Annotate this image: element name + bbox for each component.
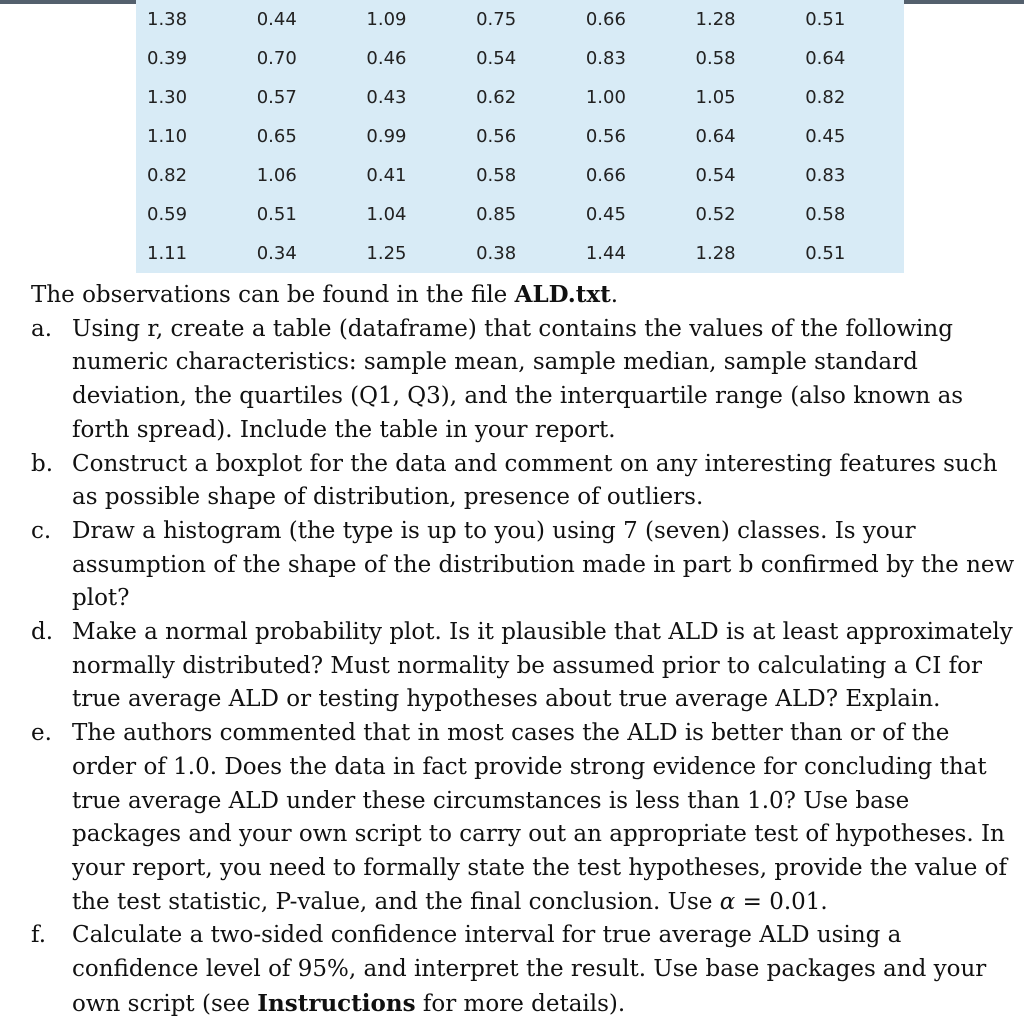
table-cell: 0.43 xyxy=(366,87,407,108)
table-cell: 0.99 xyxy=(366,126,407,147)
table-cell: 0.57 xyxy=(256,87,297,108)
item-marker: c. xyxy=(31,517,52,544)
table-cell: 0.45 xyxy=(585,204,626,225)
table-cell: 0.66 xyxy=(585,9,626,30)
table-cell: 1.09 xyxy=(366,9,407,30)
table-cell: 0.46 xyxy=(366,48,407,69)
item-marker: d. xyxy=(31,619,54,646)
table-cell: 1.38 xyxy=(147,9,188,30)
table-row xyxy=(136,0,904,39)
item-text-end: = 0.01. xyxy=(735,888,828,915)
question-list xyxy=(31,313,1016,1021)
table-cell: 0.58 xyxy=(476,165,517,186)
table-cell: 1.30 xyxy=(147,87,188,108)
intro-text: The observations can be found in the file xyxy=(31,282,515,308)
item-text: Calculate a two-sided confidence interval for true average ALD using a confidence level of 95%, and interpret the result. Use base packages and your own script (see xyxy=(72,922,987,1017)
table-cell: 0.83 xyxy=(805,165,846,186)
table-row xyxy=(136,234,904,273)
question-c xyxy=(31,515,1016,616)
table-cell: 1.25 xyxy=(366,243,407,264)
table-cell: 0.52 xyxy=(695,204,736,225)
table-cell: 0.39 xyxy=(147,48,188,69)
table-row xyxy=(136,195,904,234)
question-b xyxy=(31,448,1016,515)
table-cell: 0.34 xyxy=(256,243,297,264)
table-cell: 0.58 xyxy=(695,48,736,69)
table-row xyxy=(136,39,904,78)
table-cell: 0.66 xyxy=(585,165,626,186)
item-text: Make a normal probability plot. Is it plausible that ALD is at least approximately normally distributed? Must normality be assumed prior to calculating a CI for true average ALD or testing hypotheses about true average ALD? Explain. xyxy=(72,619,1013,713)
item-marker: a. xyxy=(31,315,53,342)
table-cell: 0.83 xyxy=(585,48,626,69)
problem-text xyxy=(31,278,1016,1021)
item-marker: f. xyxy=(31,922,47,949)
table-row xyxy=(136,117,904,156)
instructions-link-text: Instructions xyxy=(257,989,416,1017)
table-cell: 0.82 xyxy=(147,165,188,186)
item-text: The authors commented that in most cases the ALD is better than or of the order of 1.0. Does the data in fact provide strong evidence for concluding that true average ALD under these circumstances is less than 1.0? Use base packages and your own script to carry out an appropriate test of hypotheses. In your report, you need to formally state the test hypotheses, provide the value of the test statistic, P-value, and the final conclusion. Use xyxy=(72,720,1008,915)
table-cell: 0.45 xyxy=(805,126,846,147)
question-f xyxy=(31,919,1016,1021)
table-cell: 0.70 xyxy=(256,48,297,69)
table-cell: 0.62 xyxy=(476,87,517,108)
table-cell: 0.58 xyxy=(805,204,846,225)
table-cell: 1.00 xyxy=(585,87,626,108)
question-a xyxy=(31,313,1016,448)
item-text-end: for more details). xyxy=(415,990,626,1017)
table-cell: 1.05 xyxy=(695,87,736,108)
question-e xyxy=(31,717,1016,919)
table-cell: 0.56 xyxy=(476,126,517,147)
file-name: ALD.txt xyxy=(514,281,611,308)
table-cell: 0.82 xyxy=(805,87,846,108)
item-text: Draw a histogram (the type is up to you) using 7 (seven) classes. Is your assumption of the shape of the distribution made in part b confirmed by the new plot? xyxy=(72,517,1015,612)
item-text: Construct a boxplot for the data and comment on any interesting features such as possible shape of distribution, presence of outliers. xyxy=(72,450,998,511)
table-cell: 0.56 xyxy=(585,126,626,147)
table-cell: 0.51 xyxy=(805,243,846,264)
ald-data-table xyxy=(136,0,904,273)
table-cell: 0.75 xyxy=(476,9,517,30)
table-cell: 0.64 xyxy=(805,48,846,69)
table-cell: 0.51 xyxy=(805,9,846,30)
table-cell: 1.06 xyxy=(256,165,297,186)
table-cell: 1.28 xyxy=(695,9,736,30)
table-cell: 0.85 xyxy=(476,204,517,225)
table-cell: 0.41 xyxy=(366,165,407,186)
intro-end: . xyxy=(610,282,619,308)
table-row xyxy=(136,156,904,195)
table-row xyxy=(136,78,904,117)
table-cell: 1.04 xyxy=(366,204,407,225)
table-cell: 0.54 xyxy=(695,165,736,186)
item-marker: b. xyxy=(31,450,54,477)
table-cell: 0.38 xyxy=(476,243,517,264)
item-marker: e. xyxy=(31,720,52,747)
table-cell: 0.54 xyxy=(476,48,517,69)
table-cell: 0.44 xyxy=(256,9,297,30)
item-text: Using r, create a table (dataframe) that contains the values of the following numeric characteristics: sample mean, sample median, sample standard deviation, the quartiles (Q1, Q3), and the interquartile range (also known as forth spread). Include the table in your report. xyxy=(72,315,964,443)
table-cell: 1.11 xyxy=(147,243,188,264)
table-cell: 0.64 xyxy=(695,126,736,147)
table-cell: 0.51 xyxy=(256,204,297,225)
table-cell: 1.10 xyxy=(147,126,188,147)
table-cell: 0.65 xyxy=(256,126,297,147)
alpha-symbol: α xyxy=(719,888,736,915)
question-d xyxy=(31,616,1016,717)
table-cell: 1.44 xyxy=(585,243,626,264)
table-cell: 0.59 xyxy=(147,204,188,225)
table-cell: 1.28 xyxy=(695,243,736,264)
intro-paragraph xyxy=(31,278,1016,313)
